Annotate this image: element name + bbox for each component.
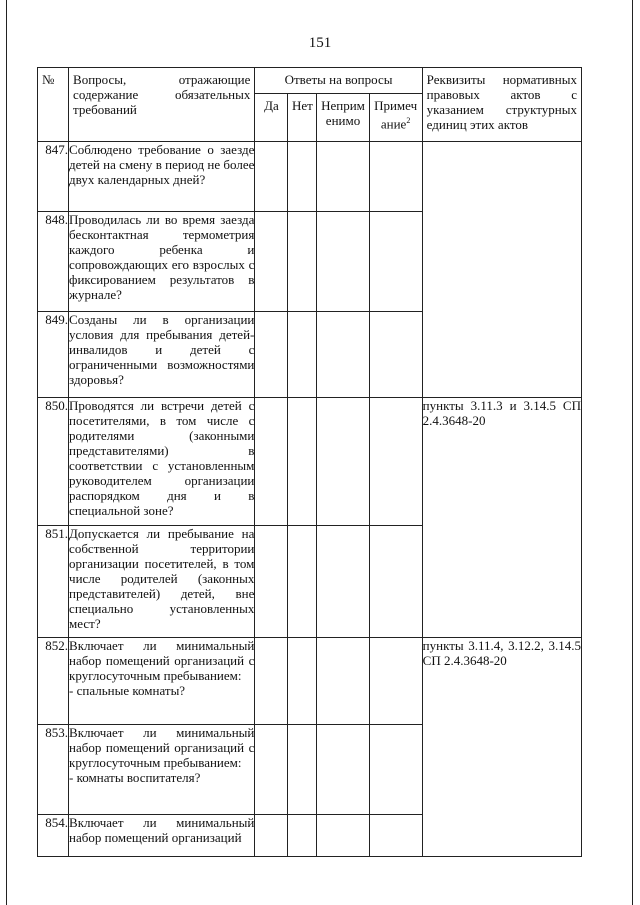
header-not-applicable: Неприм енимо bbox=[317, 94, 369, 142]
answer-note-cell[interactable] bbox=[369, 638, 422, 725]
row-question: Соблюдено требование о заезде детей на смену в период не более двух календарных дней? bbox=[69, 142, 255, 212]
row-question: Включает ли минимальный набор помещений организаций с круглосуточным пребыванием: - комнаты воспитателя? bbox=[69, 725, 255, 815]
header-question: Вопросы, отражающие содержание обязательных требований bbox=[69, 68, 255, 142]
answer-no-cell[interactable] bbox=[288, 815, 317, 857]
table-row bbox=[38, 398, 582, 526]
answer-note-cell[interactable] bbox=[369, 725, 422, 815]
answer-note-cell[interactable] bbox=[369, 212, 422, 312]
table-row bbox=[38, 142, 582, 212]
answer-na-cell[interactable] bbox=[317, 815, 369, 857]
row-number: 853. bbox=[38, 725, 69, 815]
checklist-table bbox=[37, 67, 582, 857]
answer-no-cell[interactable] bbox=[288, 725, 317, 815]
page-number: 151 bbox=[308, 35, 332, 51]
scan-border-left bbox=[6, 0, 7, 905]
answer-yes-cell[interactable] bbox=[255, 638, 288, 725]
answer-na-cell[interactable] bbox=[317, 142, 369, 212]
header-yes: Да bbox=[255, 94, 288, 142]
answer-yes-cell[interactable] bbox=[255, 725, 288, 815]
header-note: Примеч ание$^2$ bbox=[369, 94, 422, 142]
answer-note-cell[interactable] bbox=[369, 312, 422, 398]
answer-note-cell[interactable] bbox=[369, 815, 422, 857]
answer-no-cell[interactable] bbox=[288, 526, 317, 638]
header-num: № bbox=[38, 68, 69, 142]
row-question: Проводилась ли во время заезда бесконтактная термометрия каждого ребенка и сопровождающих его взрослых с фиксированием результатов в журнале? bbox=[69, 212, 255, 312]
table-row bbox=[38, 638, 582, 725]
row-number: 849. bbox=[38, 312, 69, 398]
answer-na-cell[interactable] bbox=[317, 312, 369, 398]
answer-no-cell[interactable] bbox=[288, 212, 317, 312]
requisites-cell: пункты 3.11.4, 3.12.2, 3.14.5 СП 2.4.3648-20 bbox=[422, 638, 581, 857]
answer-yes-cell[interactable] bbox=[255, 142, 288, 212]
requisites-cell: пункты 3.11.3 и 3.14.5 СП 2.4.3648-20 bbox=[422, 398, 581, 638]
header-answers: Ответы на вопросы bbox=[255, 68, 422, 94]
answer-yes-cell[interactable] bbox=[255, 398, 288, 526]
row-number: 848. bbox=[38, 212, 69, 312]
row-number: 852. bbox=[38, 638, 69, 725]
answer-yes-cell[interactable] bbox=[255, 312, 288, 398]
row-number: 850. bbox=[38, 398, 69, 526]
row-question: Допускается ли пребывание на собственной территории организации посетителей, в том числе родителей (законных представителей) детей, вне специально установленных мест? bbox=[69, 526, 255, 638]
answer-no-cell[interactable] bbox=[288, 142, 317, 212]
answer-na-cell[interactable] bbox=[317, 212, 369, 312]
header-no: Нет bbox=[288, 94, 317, 142]
answer-yes-cell[interactable] bbox=[255, 212, 288, 312]
answer-na-cell[interactable] bbox=[317, 725, 369, 815]
answer-no-cell[interactable] bbox=[288, 398, 317, 526]
answer-yes-cell[interactable] bbox=[255, 526, 288, 638]
scan-border-right bbox=[632, 0, 633, 905]
header-row-1 bbox=[38, 68, 582, 94]
answer-note-cell[interactable] bbox=[369, 398, 422, 526]
answer-no-cell[interactable] bbox=[288, 312, 317, 398]
row-question: Созданы ли в организации условия для пребывания детей-инвалидов и детей с ограниченными возможностями здоровья? bbox=[69, 312, 255, 398]
row-question: Включает ли минимальный набор помещений организаций с круглосуточным пребыванием: - спальные комнаты? bbox=[69, 638, 255, 725]
answer-na-cell[interactable] bbox=[317, 398, 369, 526]
answer-note-cell[interactable] bbox=[369, 526, 422, 638]
answer-no-cell[interactable] bbox=[288, 638, 317, 725]
row-question: Включает ли минимальный набор помещений организаций bbox=[69, 815, 255, 857]
answer-na-cell[interactable] bbox=[317, 638, 369, 725]
row-number: 851. bbox=[38, 526, 69, 638]
row-number: 854. bbox=[38, 815, 69, 857]
row-question: Проводятся ли встречи детей с посетителями, в том числе с родителями (законными представителями) в соответствии с установленным руководителем организации распорядком дня и в специальной зоне? bbox=[69, 398, 255, 526]
answer-na-cell[interactable] bbox=[317, 526, 369, 638]
row-number: 847. bbox=[38, 142, 69, 212]
answer-note-cell[interactable] bbox=[369, 142, 422, 212]
answer-yes-cell[interactable] bbox=[255, 815, 288, 857]
requisites-cell bbox=[422, 142, 581, 398]
header-requisites: Реквизиты нормативных правовых актов с указанием структурных единиц этих актов bbox=[422, 68, 581, 142]
